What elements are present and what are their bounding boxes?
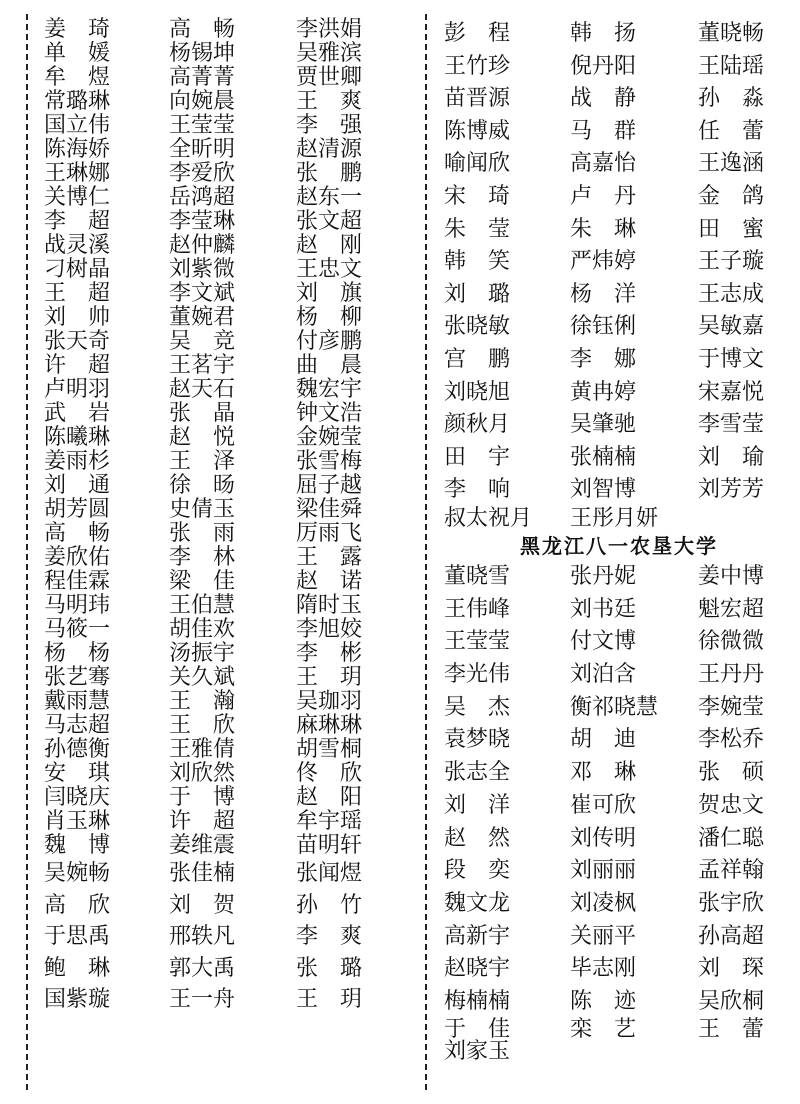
name-cell: 严炜婷 [570,249,637,275]
name-cell: 董婉君 [169,305,236,330]
name-cell: 赵 然 [444,825,511,851]
name-row [44,402,404,426]
name-cell: 吴婉畅 [44,861,111,886]
name-row [44,570,404,594]
name-cell: 钟文浩 [296,401,363,426]
name-row [44,474,404,498]
name-cell: 李婉莹 [698,694,765,720]
name-row [444,148,794,181]
name-cell: 张文超 [296,209,363,234]
name-cell: 王彤月妍 [570,505,659,531]
name-cell: 赵 悦 [169,425,236,450]
name-cell: 赵仲麟 [169,233,236,258]
name-cell: 王 欣 [169,713,236,738]
name-row [444,626,794,659]
name-cell: 刘智博 [570,477,637,503]
name-cell: 关博仁 [44,185,111,210]
name-cell: 高 欣 [44,892,111,918]
name-cell: 韩 笑 [444,249,511,275]
name-cell: 赵 诺 [296,569,363,594]
name-cell: 许 超 [44,353,111,378]
name-row [44,114,404,138]
name-cell: 张 硕 [698,760,765,786]
name-cell: 宋嘉悦 [698,379,765,405]
name-row [444,888,794,921]
name-row [44,42,404,66]
name-cell: 杨锡坤 [169,41,236,66]
name-cell: 李 爽 [296,924,363,949]
name-cell: 徐 旸 [169,473,236,498]
name-row [44,714,404,738]
name-row [44,594,404,618]
name-cell: 赵东一 [296,185,363,210]
name-cell: 姜 琦 [44,17,111,42]
name-cell: 苗晋源 [444,86,511,112]
name-cell: 刘 帅 [44,305,111,330]
name-cell: 王伯慧 [169,593,236,618]
name-cell: 潘仁聪 [698,825,765,851]
name-cell: 魏文龙 [444,890,511,916]
name-cell: 于 博 [169,785,236,810]
name-row [44,186,404,210]
name-cell: 董晓畅 [698,21,765,46]
name-cell: 叔太祝月 [444,505,533,531]
name-cell: 魏 博 [44,833,111,858]
name-cell: 王 露 [296,545,363,570]
name-cell: 孙德衡 [44,737,111,762]
name-row [44,210,404,234]
left-dashed-divider [26,14,28,1090]
name-cell: 刘书廷 [570,596,637,622]
name-cell: 张楠楠 [570,444,637,470]
university-name-list [444,561,794,1063]
name-cell: 佟 欣 [296,761,363,786]
name-row [444,409,794,442]
name-cell: 李光伟 [444,662,511,688]
name-cell: 吴 竞 [169,329,236,354]
name-cell: 赵天石 [169,377,236,402]
name-row [44,498,404,522]
name-cell: 王莹莹 [444,629,511,655]
name-cell: 魏宏宇 [296,377,363,402]
name-cell: 梅楠楠 [444,989,511,1015]
name-cell: 付文博 [570,629,637,655]
name-cell: 陈 迹 [570,989,637,1015]
name-row [44,786,404,810]
name-cell: 麻琳琳 [296,713,363,738]
name-row [44,810,404,834]
name-cell: 姜欣佑 [44,545,111,570]
name-row [444,344,794,377]
name-row [444,561,794,594]
name-cell: 关久斌 [169,665,236,690]
name-cell: 孙 竹 [296,892,363,918]
name-cell: 王陆瑶 [698,53,765,79]
name-row [444,855,794,888]
name-cell: 安 琪 [44,761,111,786]
name-cell: 王雅倩 [169,737,236,762]
name-cell: 吴珈羽 [296,689,363,714]
name-cell: 王莹莹 [169,113,236,138]
name-row [444,214,794,247]
name-cell: 李文斌 [169,281,236,306]
name-cell: 魁宏超 [698,596,765,622]
name-cell: 王伟峰 [444,596,511,622]
name-cell: 姜中博 [698,563,765,589]
name-cell: 刘丽丽 [570,858,637,884]
name-cell: 王 爽 [296,89,363,114]
name-row [444,181,794,214]
name-cell: 吴肇驰 [570,412,637,438]
name-cell: 杨 洋 [570,281,637,307]
name-cell: 姜雨杉 [44,449,111,474]
name-row [44,522,404,546]
name-row [444,823,794,856]
name-cell: 姜维震 [169,833,236,858]
name-cell: 孙高超 [698,923,765,949]
left-name-column [44,18,404,1016]
name-cell: 宋 琦 [444,183,511,209]
name-cell: 马筱一 [44,617,111,642]
name-cell: 张雪梅 [296,449,363,474]
name-cell: 隋时玉 [296,593,363,618]
name-cell: 刘 琛 [698,956,765,982]
name-cell: 吴欣桐 [698,989,765,1015]
name-cell: 付彦鹏 [296,329,363,354]
name-cell: 刘 瑜 [698,444,765,470]
name-cell: 崔可欣 [570,792,637,818]
name-row [44,690,404,714]
name-row [44,306,404,330]
name-cell: 李旭姣 [296,617,363,642]
name-cell: 李雪莹 [698,412,765,438]
name-cell: 王忠文 [296,257,363,282]
name-row [44,18,404,42]
name-cell: 张 雨 [169,521,236,546]
name-cell: 李 彬 [296,641,363,666]
name-cell: 张艺骞 [44,665,111,690]
name-cell: 金 鸽 [698,183,765,209]
name-cell: 张 晶 [169,401,236,426]
name-cell [698,507,794,531]
name-cell: 李 林 [169,545,236,570]
name-row [44,984,404,1016]
name-row [444,474,794,507]
name-row [44,234,404,258]
name-cell: 王 泽 [169,449,236,474]
name-cell: 马明玮 [44,593,111,618]
name-cell: 高 畅 [169,17,236,42]
name-cell: 胡雪桐 [296,737,363,762]
name-cell: 战 静 [570,86,637,112]
name-cell: 汤振宇 [169,641,236,666]
name-cell: 王志成 [698,281,765,307]
name-cell: 韩 扬 [570,21,637,46]
name-row [44,330,404,354]
name-row [444,921,794,954]
name-cell: 王茗宇 [169,353,236,378]
right-name-column [444,18,794,1063]
name-cell: 张 璐 [296,955,363,981]
name-cell: 赵 阳 [296,785,363,810]
name-cell: 刘 贺 [169,892,236,918]
name-row [44,890,404,922]
name-cell: 王 瀚 [169,689,236,714]
name-cell: 厉雨飞 [296,521,363,546]
name-cell: 朱 琳 [570,216,637,242]
name-cell: 刘 旗 [296,281,363,306]
name-cell: 常璐琳 [44,89,111,114]
name-row [44,953,404,985]
name-cell: 贾世卿 [296,65,363,90]
name-row [44,762,404,786]
name-row [44,921,404,953]
name-cell: 马志超 [44,713,111,738]
center-dashed-divider [425,14,427,1090]
name-row [44,666,404,690]
name-cell: 张闻煜 [296,861,363,886]
name-cell: 张 鹏 [296,161,363,186]
name-row [444,986,794,1019]
name-cell [570,1041,698,1063]
name-cell: 张丹妮 [570,563,637,589]
name-cell: 喻闻欣 [444,151,511,177]
name-cell: 金婉莹 [296,425,363,450]
university-heading: 黑龙江八一农垦大学 [520,533,718,558]
name-cell: 梁佳舜 [296,497,363,522]
name-cell: 刘 通 [44,473,111,498]
name-cell [698,1041,794,1063]
name-row [444,311,794,344]
name-cell: 李洪娟 [296,17,363,42]
name-cell: 苗明轩 [296,833,363,858]
name-cell: 田 蜜 [698,216,765,242]
name-cell: 李 娜 [570,346,637,372]
name-cell: 卢明羽 [44,377,111,402]
name-cell: 邢轶凡 [169,924,236,949]
name-cell: 向婉晨 [169,89,236,114]
name-cell: 牟宇瑶 [296,809,363,834]
name-cell: 屈子越 [296,473,363,498]
name-row [444,18,794,51]
name-cell: 徐微微 [698,629,765,655]
name-cell: 张宇欣 [698,890,765,916]
name-cell: 高菁菁 [169,65,236,90]
name-cell: 全昕明 [169,137,236,162]
name-cell: 倪丹阳 [570,53,637,79]
name-row [44,138,404,162]
name-cell: 刘紫微 [169,257,236,282]
name-cell: 王竹珍 [444,53,511,79]
name-row [44,642,404,666]
name-cell: 高新宇 [444,923,511,949]
name-cell: 赵清源 [296,137,363,162]
name-cell: 衡祁晓慧 [570,694,659,720]
name-cell: 史倩玉 [169,497,236,522]
name-row [444,507,794,531]
name-cell: 王 玥 [296,987,363,1012]
name-cell: 肖玉琳 [44,809,111,834]
name-row [44,282,404,306]
name-row [444,377,794,410]
name-cell: 袁梦晓 [444,727,511,753]
name-cell: 孟祥翰 [698,858,765,884]
name-cell: 于博文 [698,346,765,372]
name-row [444,757,794,790]
name-cell: 王丹丹 [698,662,765,688]
name-row [444,692,794,725]
name-cell: 王琳娜 [44,161,111,186]
name-cell: 王 蕾 [698,1016,765,1042]
name-cell: 毕志刚 [570,956,637,982]
name-row [444,724,794,757]
name-cell: 陈曦琳 [44,425,111,450]
name-cell: 杨 杨 [44,641,111,666]
name-row [44,858,404,890]
name-cell: 朱 莹 [444,216,511,242]
name-cell: 于思禹 [44,924,111,949]
name-cell: 陈博威 [444,118,511,144]
name-row [44,258,404,282]
name-cell: 段 奕 [444,858,511,884]
name-row [44,378,404,402]
name-cell: 彭 程 [444,21,511,46]
name-cell: 李莹琳 [169,209,236,234]
name-cell: 卢 丹 [570,183,637,209]
name-cell: 刘欣然 [169,761,236,786]
name-cell: 李 响 [444,477,511,503]
name-cell: 张晓敏 [444,314,511,340]
name-row [444,790,794,823]
name-cell: 戴雨慧 [44,689,111,714]
name-cell: 胡佳欢 [169,617,236,642]
name-row [444,953,794,986]
name-cell: 王 玥 [296,665,363,690]
name-row [444,279,794,312]
name-row [444,51,794,84]
name-cell: 王子璇 [698,249,765,275]
name-cell: 贺忠文 [698,792,765,818]
name-cell: 武 岩 [44,401,111,426]
name-cell: 战灵溪 [44,233,111,258]
name-cell: 牟 煜 [44,65,111,90]
name-cell: 王 超 [44,281,111,306]
name-cell: 刘家玉 [444,1038,511,1064]
name-cell: 刘传明 [570,825,637,851]
name-cell: 杨 柳 [296,305,363,330]
name-row [44,90,404,114]
name-cell: 国紫璇 [44,987,111,1012]
name-cell: 吴雅滨 [296,41,363,66]
name-cell: 郭大禹 [169,955,236,981]
name-cell: 赵晓宇 [444,956,511,982]
name-row [44,834,404,858]
name-cell: 李 强 [296,113,363,138]
name-cell: 王逸涵 [698,151,765,177]
name-row [444,1016,794,1042]
name-cell: 孙 淼 [698,86,765,112]
name-row [44,618,404,642]
name-cell: 赵 刚 [296,233,363,258]
name-row [44,450,404,474]
name-cell: 马 群 [570,118,637,144]
name-cell: 张志全 [444,760,511,786]
name-cell: 李松乔 [698,727,765,753]
name-cell: 曲 晨 [296,353,363,378]
name-cell: 程佳霖 [44,569,111,594]
name-cell: 任 蕾 [698,118,765,144]
name-cell: 刘芳芳 [698,477,765,503]
name-cell: 田 宇 [444,444,511,470]
name-cell: 刘 璐 [444,281,511,307]
name-cell: 黄冉婷 [570,379,637,405]
name-cell: 颜秋月 [444,412,511,438]
name-cell: 关丽平 [570,923,637,949]
name-cell: 胡 迪 [570,727,637,753]
name-row [44,546,404,570]
name-row [444,442,794,475]
name-cell: 李爱欣 [169,161,236,186]
name-cell: 栾 艺 [570,1016,637,1042]
name-cell: 王一舟 [169,987,236,1012]
name-cell: 邓 琳 [570,760,637,786]
name-cell: 许 超 [169,809,236,834]
name-cell: 岳鸿超 [169,185,236,210]
name-row [44,738,404,762]
name-row [44,426,404,450]
name-cell: 李 超 [44,209,111,234]
name-cell: 刁树晶 [44,257,111,282]
name-cell: 刘晓旭 [444,379,511,405]
name-cell: 高嘉怡 [570,151,637,177]
name-cell: 国立伟 [44,113,111,138]
name-cell: 董晓雪 [444,563,511,589]
name-cell: 鲍 琳 [44,955,111,981]
name-cell: 高 畅 [44,521,111,546]
name-cell: 吴敏嘉 [698,314,765,340]
name-cell: 闫晓庆 [44,785,111,810]
name-cell: 吴 杰 [444,694,511,720]
name-row [44,66,404,90]
name-cell: 胡芳圆 [44,497,111,522]
name-cell: 刘泊含 [570,662,637,688]
name-row [444,1038,794,1064]
name-row [444,83,794,116]
name-cell: 单 媛 [44,41,111,66]
name-cell: 徐钰俐 [570,314,637,340]
name-row [444,659,794,692]
name-row [444,116,794,149]
name-cell: 刘 洋 [444,792,511,818]
name-cell: 陈海娇 [44,137,111,162]
name-cell: 刘凌枫 [570,890,637,916]
name-cell: 宫 鹏 [444,346,511,372]
name-row [44,162,404,186]
name-row [444,246,794,279]
name-row [444,594,794,627]
name-cell: 张佳楠 [169,861,236,886]
name-cell: 于 佳 [444,1016,511,1042]
name-row [44,354,404,378]
name-cell: 梁 佳 [169,569,236,594]
name-cell: 张天奇 [44,329,111,354]
